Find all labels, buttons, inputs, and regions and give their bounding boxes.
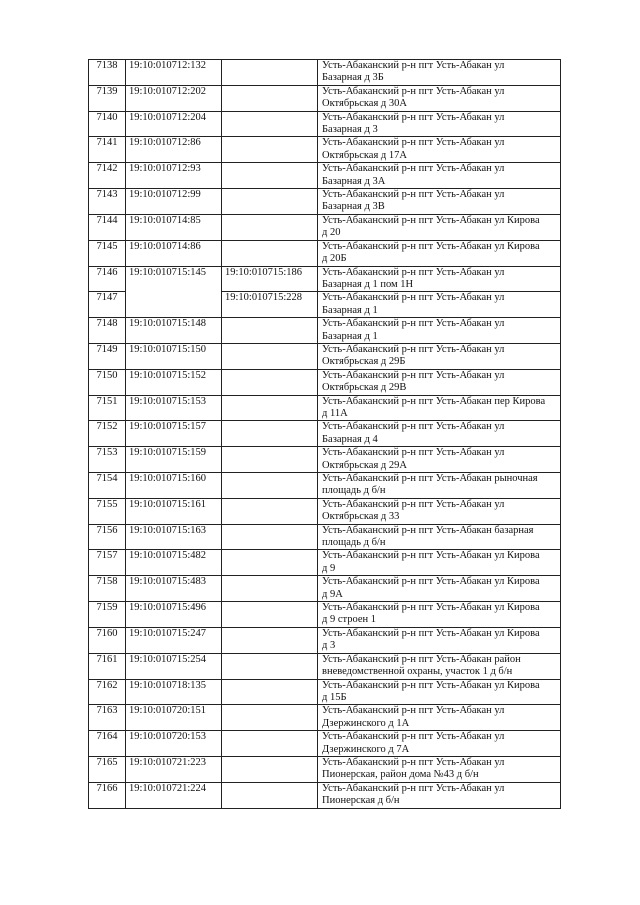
address-line: д 3 xyxy=(322,640,336,652)
cadastral-number: 19:10:010715:161 xyxy=(126,498,222,524)
related-cadastral-number xyxy=(222,756,318,782)
cadastral-number: 19:10:010712:202 xyxy=(126,85,222,111)
cadastral-number: 19:10:010715:163 xyxy=(126,524,222,550)
row-number: 7164 xyxy=(89,731,126,757)
table-row xyxy=(89,576,561,602)
related-cadastral-number xyxy=(222,214,318,240)
address-line: д 20 xyxy=(322,227,341,239)
table-row xyxy=(89,627,561,653)
table-row xyxy=(89,550,561,576)
address xyxy=(318,705,561,731)
row-number: 7150 xyxy=(89,369,126,395)
cadastral-number: 19:10:010720:151 xyxy=(126,705,222,731)
related-cadastral-number xyxy=(222,473,318,499)
address-line: Усть-Абаканский р-н пгт Усть-Абакан ул xyxy=(322,343,505,355)
row-number: 7144 xyxy=(89,214,126,240)
cadastral-number: 19:10:010715:152 xyxy=(126,369,222,395)
table-row xyxy=(89,524,561,550)
table-row xyxy=(89,602,561,628)
address-line: Дзержинского д 1А xyxy=(322,717,410,729)
row-number: 7138 xyxy=(89,60,126,86)
related-cadastral-number xyxy=(222,782,318,808)
table-row xyxy=(89,653,561,679)
address-line: Октябрьская д 30А xyxy=(322,98,407,110)
address-line: д 11А xyxy=(322,407,348,419)
cadastral-number: 19:10:010721:224 xyxy=(126,782,222,808)
address-line: Усть-Абаканский р-н пгт Усть-Абакан ул Кирова xyxy=(322,214,540,226)
related-cadastral-number: 19:10:010715:228 xyxy=(222,292,318,318)
table-row xyxy=(89,240,561,266)
address xyxy=(318,421,561,447)
cadastral-number: 19:10:010715:153 xyxy=(126,395,222,421)
row-number: 7158 xyxy=(89,576,126,602)
cadastral-number: 19:10:010712:132 xyxy=(126,60,222,86)
cadastral-number: 19:10:010715:483 xyxy=(126,576,222,602)
address-line: площадь д б/н xyxy=(322,537,386,549)
cadastral-number: 19:10:010715:145 xyxy=(126,266,222,318)
row-number: 7148 xyxy=(89,318,126,344)
related-cadastral-number xyxy=(222,60,318,86)
cadastral-number: 19:10:010715:159 xyxy=(126,447,222,473)
address-line: Усть-Абаканский р-н пгт Усть-Абакан пер Кирова xyxy=(322,395,546,407)
address-line: вневедомственной охраны, участок 1 д б/н xyxy=(322,666,513,678)
address-line: д 9 строен 1 xyxy=(322,614,377,626)
address-line: Октябрьская д 33 xyxy=(322,511,400,523)
related-cadastral-number xyxy=(222,240,318,266)
address xyxy=(318,214,561,240)
address-line: Пионерская д б/н xyxy=(322,795,400,807)
address xyxy=(318,576,561,602)
cadastral-number: 19:10:010715:148 xyxy=(126,318,222,344)
address-line: Усть-Абаканский р-н пгт Усть-Абакан ул Кирова xyxy=(322,602,540,614)
related-cadastral-number xyxy=(222,318,318,344)
address-line: Усть-Абаканский р-н пгт Усть-Абакан ул xyxy=(322,189,505,201)
cadastral-number: 19:10:010714:86 xyxy=(126,240,222,266)
cadastral-number: 19:10:010721:223 xyxy=(126,756,222,782)
address xyxy=(318,189,561,215)
related-cadastral-number xyxy=(222,111,318,137)
row-number: 7143 xyxy=(89,189,126,215)
address-line: площадь д б/н xyxy=(322,485,386,497)
address xyxy=(318,627,561,653)
table-row xyxy=(89,473,561,499)
cadastral-number: 19:10:010712:93 xyxy=(126,163,222,189)
address-line: д 15Б xyxy=(322,691,347,703)
table-row xyxy=(89,369,561,395)
address-line: Усть-Абаканский р-н пгт Усть-Абакан ул xyxy=(322,318,505,330)
table-row xyxy=(89,395,561,421)
address-line: Усть-Абаканский р-н пгт Усть-Абакан ул xyxy=(322,756,505,768)
address-line: Усть-Абаканский р-н пгт Усть-Абакан ул xyxy=(322,447,505,459)
address-line: Базарная д 4 xyxy=(322,433,378,445)
address xyxy=(318,679,561,705)
related-cadastral-number xyxy=(222,498,318,524)
address xyxy=(318,137,561,163)
related-cadastral-number xyxy=(222,627,318,653)
address-line: Усть-Абаканский р-н пгт Усть-Абакан ул Кирова xyxy=(322,550,540,562)
address-line: Усть-Абаканский р-н пгт Усть-Абакан ул Кирова xyxy=(322,627,540,639)
address-line: Базарная д 1 xyxy=(322,330,378,342)
related-cadastral-number xyxy=(222,421,318,447)
row-number: 7163 xyxy=(89,705,126,731)
row-number: 7139 xyxy=(89,85,126,111)
row-number: 7152 xyxy=(89,421,126,447)
address xyxy=(318,782,561,808)
row-number: 7147 xyxy=(89,292,126,318)
address-line: Усть-Абаканский р-н пгт Усть-Абакан рыночная xyxy=(322,473,538,484)
address xyxy=(318,111,561,137)
table-row xyxy=(89,705,561,731)
address xyxy=(318,163,561,189)
related-cadastral-number: 19:10:010715:186 xyxy=(222,266,318,292)
row-number: 7162 xyxy=(89,679,126,705)
cadastral-number: 19:10:010714:85 xyxy=(126,214,222,240)
table-row xyxy=(89,137,561,163)
related-cadastral-number xyxy=(222,189,318,215)
address xyxy=(318,653,561,679)
address-line: Усть-Абаканский р-н пгт Усть-Абакан ул xyxy=(322,292,505,304)
related-cadastral-number xyxy=(222,705,318,731)
related-cadastral-number xyxy=(222,731,318,757)
address-line: Усть-Абаканский р-н пгт Усть-Абакан ул xyxy=(322,60,505,71)
address xyxy=(318,473,561,499)
address-line: Усть-Абаканский р-н пгт Усть-Абакан ул xyxy=(322,731,505,743)
row-number: 7157 xyxy=(89,550,126,576)
related-cadastral-number xyxy=(222,550,318,576)
related-cadastral-number xyxy=(222,576,318,602)
cadastral-number: 19:10:010715:482 xyxy=(126,550,222,576)
related-cadastral-number xyxy=(222,163,318,189)
address-line: Базарная д 1 пом 1Н xyxy=(322,278,414,290)
address xyxy=(318,447,561,473)
address xyxy=(318,731,561,757)
address-line: Усть-Абаканский р-н пгт Усть-Абакан ул xyxy=(322,163,505,175)
table-row xyxy=(89,782,561,808)
table-row xyxy=(89,498,561,524)
table-row xyxy=(89,343,561,369)
table-row xyxy=(89,421,561,447)
address xyxy=(318,395,561,421)
row-number: 7154 xyxy=(89,473,126,499)
address-line: Базарная д 1 xyxy=(322,304,378,316)
related-cadastral-number xyxy=(222,602,318,628)
table-row xyxy=(89,447,561,473)
cadastral-number: 19:10:010715:150 xyxy=(126,343,222,369)
row-number: 7141 xyxy=(89,137,126,163)
address xyxy=(318,550,561,576)
address-line: Усть-Абаканский р-н пгт Усть-Абакан ул Кирова xyxy=(322,679,540,691)
related-cadastral-number xyxy=(222,137,318,163)
table-row xyxy=(89,85,561,111)
cadastral-number: 19:10:010718:135 xyxy=(126,679,222,705)
address xyxy=(318,343,561,369)
address xyxy=(318,524,561,550)
row-number: 7142 xyxy=(89,163,126,189)
row-number: 7156 xyxy=(89,524,126,550)
address-line: Октябрьская д 29Б xyxy=(322,356,406,368)
cadastral-number: 19:10:010720:153 xyxy=(126,731,222,757)
address-line: Усть-Абаканский р-н пгт Усть-Абакан ул xyxy=(322,369,505,381)
address-line: Усть-Абаканский р-н пгт Усть-Абакан ул Кирова xyxy=(322,240,540,252)
address-line: Усть-Абаканский р-н пгт Усть-Абакан ул xyxy=(322,111,505,123)
address xyxy=(318,240,561,266)
address-line: Октябрьская д 29В xyxy=(322,382,407,394)
address xyxy=(318,85,561,111)
address xyxy=(318,756,561,782)
row-number: 7165 xyxy=(89,756,126,782)
address-line: Октябрьская д 29А xyxy=(322,459,407,471)
row-number: 7149 xyxy=(89,343,126,369)
address xyxy=(318,602,561,628)
address-line: Усть-Абаканский р-н пгт Усть-Абакан ул Кирова xyxy=(322,576,540,588)
address-line: Усть-Абаканский р-н пгт Усть-Абакан ул xyxy=(322,85,505,97)
related-cadastral-number xyxy=(222,447,318,473)
row-number: 7140 xyxy=(89,111,126,137)
related-cadastral-number xyxy=(222,369,318,395)
related-cadastral-number xyxy=(222,85,318,111)
row-number: 7153 xyxy=(89,447,126,473)
row-number: 7155 xyxy=(89,498,126,524)
row-number: 7151 xyxy=(89,395,126,421)
address-line: Базарная д 3Б xyxy=(322,72,384,84)
address-line: Октябрьская д 17А xyxy=(322,149,407,161)
table-body xyxy=(89,60,561,809)
address-line: д 20Б xyxy=(322,253,347,265)
address-line: Усть-Абаканский р-н пгт Усть-Абакан ул xyxy=(322,421,505,433)
address-line: Базарная д 3В xyxy=(322,201,385,213)
address-line: д 9 xyxy=(322,562,336,574)
address-line: Усть-Абаканский р-н пгт Усть-Абакан ул xyxy=(322,782,505,794)
cadastral-table xyxy=(88,59,561,809)
address-line: Усть-Абаканский р-н пгт Усть-Абакан ул xyxy=(322,137,505,149)
related-cadastral-number xyxy=(222,395,318,421)
address xyxy=(318,292,561,318)
address xyxy=(318,498,561,524)
table-row xyxy=(89,60,561,86)
table-row xyxy=(89,189,561,215)
row-number: 7166 xyxy=(89,782,126,808)
cadastral-number: 19:10:010715:160 xyxy=(126,473,222,499)
related-cadastral-number xyxy=(222,679,318,705)
cadastral-number: 19:10:010715:157 xyxy=(126,421,222,447)
table-row xyxy=(89,318,561,344)
address xyxy=(318,60,561,86)
cadastral-number: 19:10:010715:254 xyxy=(126,653,222,679)
address-line: Пионерская, район дома №43 д б/н xyxy=(322,769,479,781)
address-line: Усть-Абаканский р-н пгт Усть-Абакан базарная xyxy=(322,524,534,536)
table-row xyxy=(89,163,561,189)
row-number: 7159 xyxy=(89,602,126,628)
address xyxy=(318,266,561,292)
cadastral-number: 19:10:010712:204 xyxy=(126,111,222,137)
table-row xyxy=(89,111,561,137)
related-cadastral-number xyxy=(222,524,318,550)
cadastral-number: 19:10:010712:86 xyxy=(126,137,222,163)
address xyxy=(318,318,561,344)
address-line: Дзержинского д 7А xyxy=(322,743,410,755)
cadastral-number: 19:10:010715:496 xyxy=(126,602,222,628)
related-cadastral-number xyxy=(222,653,318,679)
address-line: Усть-Абаканский р-н пгт Усть-Абакан ул xyxy=(322,266,505,278)
row-number: 7145 xyxy=(89,240,126,266)
row-number: 7146 xyxy=(89,266,126,292)
row-number: 7161 xyxy=(89,653,126,679)
table-row xyxy=(89,756,561,782)
row-number: 7160 xyxy=(89,627,126,653)
table-row xyxy=(89,214,561,240)
address-line: Усть-Абаканский р-н пгт Усть-Абакан ул xyxy=(322,498,505,510)
table-row xyxy=(89,731,561,757)
address-line: Базарная д 3 xyxy=(322,124,378,136)
address-line: Усть-Абаканский р-н пгт Усть-Абакан ул xyxy=(322,705,505,717)
address-line: д 9А xyxy=(322,588,343,600)
table-row xyxy=(89,679,561,705)
address-line: Усть-Абаканский р-н пгт Усть-Абакан район xyxy=(322,653,521,665)
related-cadastral-number xyxy=(222,343,318,369)
address xyxy=(318,369,561,395)
cadastral-number: 19:10:010712:99 xyxy=(126,189,222,215)
address-line: Базарная д 3А xyxy=(322,175,386,187)
cadastral-number: 19:10:010715:247 xyxy=(126,627,222,653)
table-row xyxy=(89,266,561,292)
